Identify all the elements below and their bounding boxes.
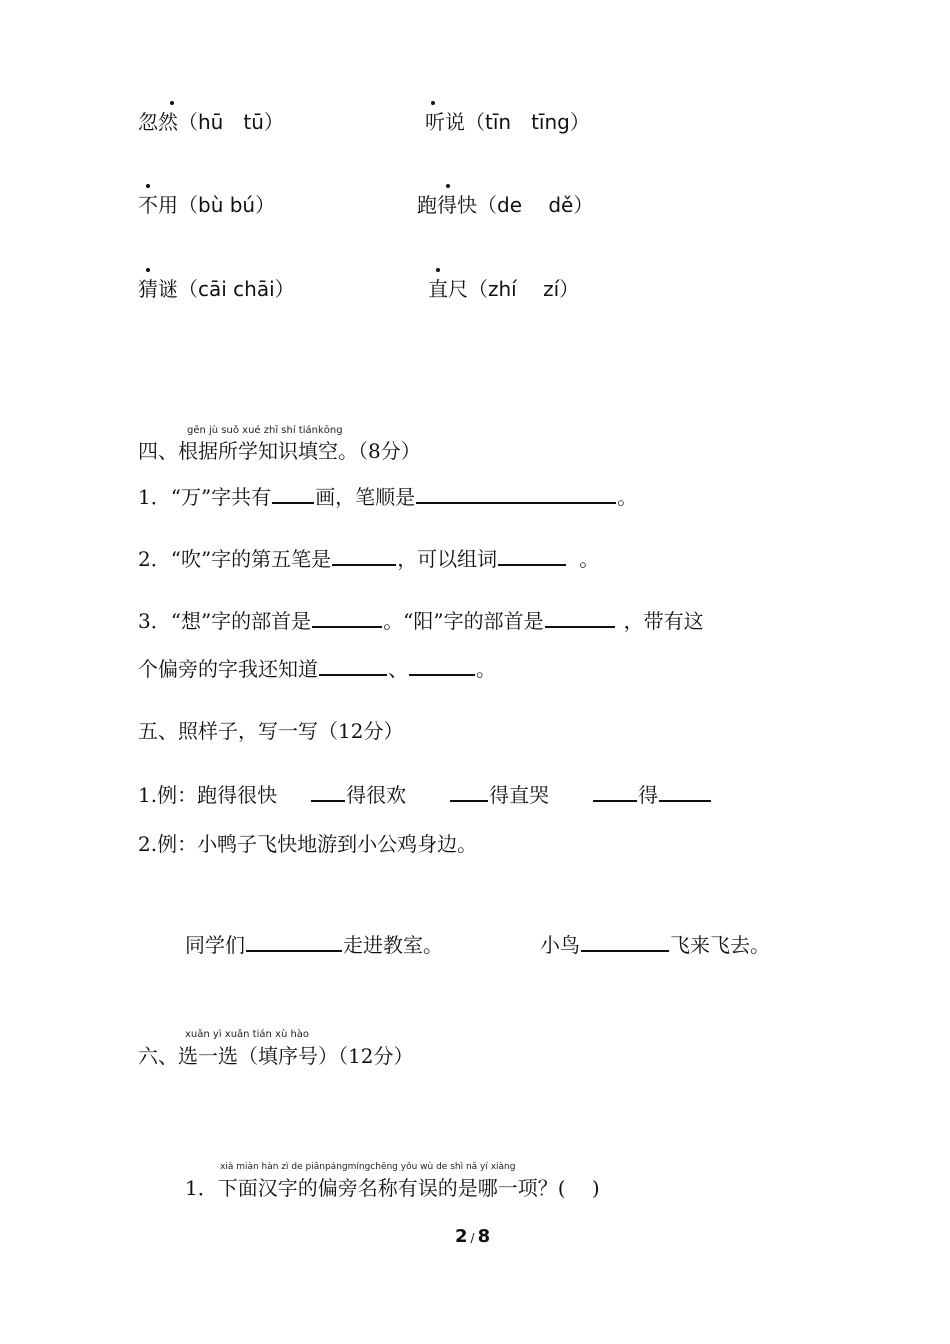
answer-blank[interactable] — [498, 546, 566, 566]
emphasis-dot — [146, 184, 150, 188]
section4-question-2 — [138, 546, 599, 571]
pinyin-options: （cāi chāi） — [178, 277, 295, 301]
word: 直尺 — [428, 277, 468, 301]
pinyin-options: （zhí zí） — [468, 277, 580, 301]
word-left — [138, 193, 275, 217]
word-right — [428, 277, 579, 301]
section5-fill-1 — [185, 932, 443, 957]
answer-blank[interactable] — [311, 782, 345, 802]
question-text: ，带有这 — [623, 609, 704, 633]
answer-blank[interactable] — [246, 932, 342, 952]
answer-blank[interactable] — [332, 546, 396, 566]
emphasis-dot — [146, 268, 150, 272]
section5-fill-2 — [540, 932, 770, 957]
question-text: ，可以组词 — [397, 547, 498, 571]
word-right — [425, 110, 590, 134]
fill-text: 小鸟 — [540, 933, 580, 957]
pinyin-options: （hū tū） — [178, 110, 284, 134]
page-separator: / — [470, 1231, 475, 1245]
question-text: 。 — [579, 547, 600, 571]
section5-example-1 — [138, 782, 712, 807]
emphasis-dot — [446, 184, 450, 188]
emphasis-dot — [436, 268, 440, 272]
example-text: 得 — [638, 783, 659, 807]
word-right — [417, 193, 593, 217]
pinyin-options: （bù bú） — [178, 193, 276, 217]
answer-blank[interactable] — [416, 484, 616, 504]
section4-pinyin: gēn jù suǒ xué zhī shí tiánkōng — [187, 425, 343, 436]
emphasis-dot — [431, 101, 435, 105]
question-text: 。 — [476, 657, 496, 681]
fill-text: 飞来飞去。 — [670, 933, 770, 957]
section4-question-3-line2 — [138, 656, 496, 681]
emphasis-dot — [170, 101, 174, 105]
answer-blank[interactable] — [581, 932, 669, 952]
question-text: 画，笔顺是 — [315, 485, 416, 509]
current-page: 2 — [455, 1226, 468, 1247]
question-text: 2．“吹”字的第五笔是 — [138, 547, 332, 571]
section5-example-2: 2.例：小鸭子飞快地游到小公鸡身边。 — [138, 832, 478, 856]
answer-blank[interactable] — [312, 608, 382, 628]
answer-blank[interactable] — [409, 656, 475, 676]
answer-blank[interactable] — [319, 656, 387, 676]
section4-question-3 — [138, 608, 704, 633]
section6-question-1: 1．下面汉字的偏旁名称有误的是哪一项？( ) — [185, 1176, 600, 1200]
answer-blank[interactable] — [545, 608, 615, 628]
pinyin-options: （tīn tīng） — [465, 110, 590, 134]
answer-blank[interactable] — [272, 484, 314, 504]
section5-title: 五、照样子，写一写（12分） — [138, 719, 404, 743]
word-left — [138, 277, 295, 301]
section6-question-1-pinyin: xià miàn hàn zì de piānpángmíngchēng yǒu wù de shì nǎ yí xiàng — [220, 1162, 516, 1172]
question-text: 1．“万”字共有 — [138, 485, 272, 509]
section4-title: 四、根据所学知识填空。（8分） — [138, 439, 421, 463]
section6-title: 六、选一选（填序号）（12分） — [138, 1044, 414, 1068]
example-text: 得很欢 — [346, 783, 407, 807]
question-text: 。 — [617, 485, 638, 509]
example-text: 1.例：跑得很快 — [138, 783, 278, 807]
section6-pinyin: xuǎn yì xuǎn tián xù hào — [185, 1029, 310, 1040]
page-number — [455, 1226, 490, 1247]
word: 跑得快 — [417, 193, 477, 217]
word: 听说 — [425, 110, 465, 134]
fill-text: 同学们 — [185, 933, 245, 957]
question-text: 。“阳”字的部首是 — [383, 609, 544, 633]
total-pages: 8 — [477, 1226, 491, 1247]
word: 猜谜 — [138, 277, 178, 301]
question-text: 3．“想”字的部首是 — [138, 609, 312, 633]
word: 忽然 — [138, 110, 178, 134]
example-text: 得直哭 — [489, 783, 550, 807]
word: 不用 — [138, 193, 178, 217]
pinyin-options: （de dě） — [477, 193, 594, 217]
answer-blank[interactable] — [450, 782, 488, 802]
answer-blank[interactable] — [659, 782, 711, 802]
word-left — [138, 110, 284, 134]
question-text: 、 — [388, 657, 408, 681]
question-text: 个偏旁的字我还知道 — [138, 657, 318, 681]
section4-question-1 — [138, 484, 637, 509]
fill-text: 走进教室。 — [343, 933, 443, 957]
answer-blank[interactable] — [593, 782, 637, 802]
